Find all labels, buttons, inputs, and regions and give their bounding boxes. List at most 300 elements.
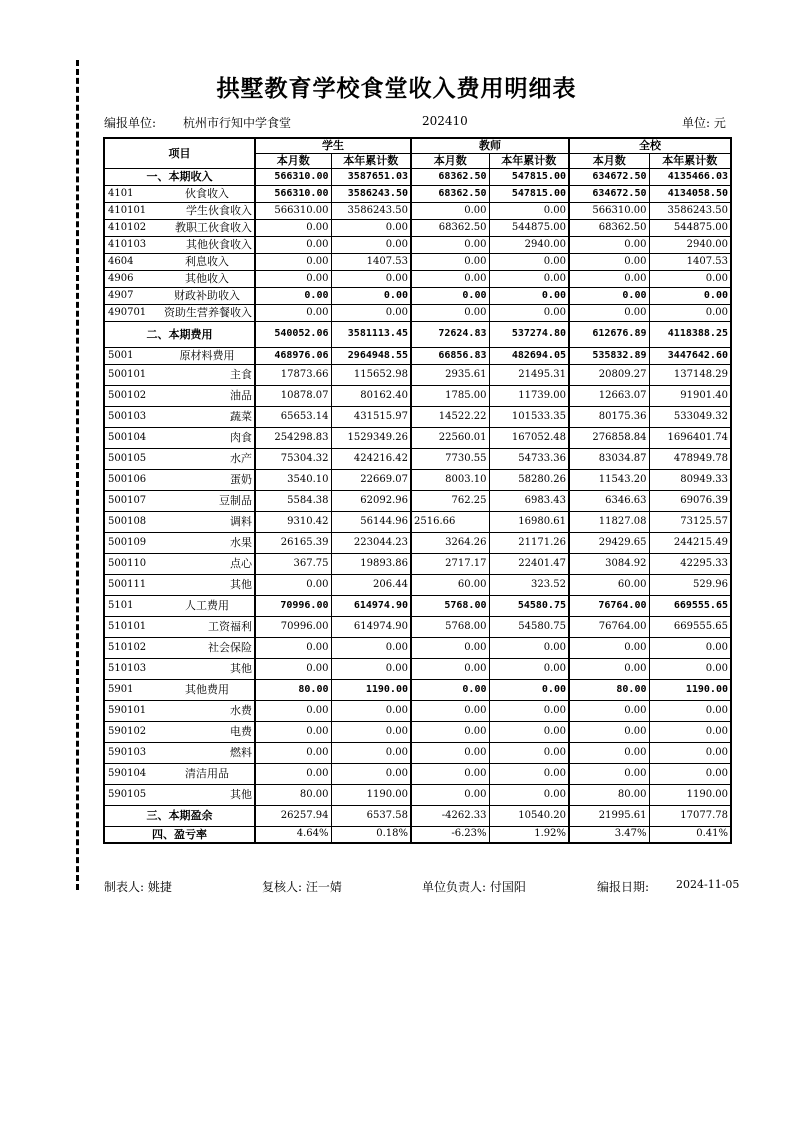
amount-cell: 0.00 <box>649 721 731 742</box>
amount-cell: 70996.00 <box>255 595 331 616</box>
account-name: 利息收入 <box>160 253 255 270</box>
account-name: 社会保险 <box>160 637 255 658</box>
amount-cell: 566310.00 <box>255 202 331 219</box>
amount-cell: 1785.00 <box>411 385 489 406</box>
amount-cell: 1529349.26 <box>331 427 411 448</box>
account-name: 油品 <box>160 385 255 406</box>
amount-cell: 431515.97 <box>331 406 411 427</box>
account-code: 5101 <box>104 595 160 616</box>
amount-cell: 60.00 <box>411 574 489 595</box>
amount-cell: 17873.66 <box>255 364 331 385</box>
col-month: 本月数 <box>255 153 331 168</box>
amount-cell: 0.00 <box>255 287 331 304</box>
amount-cell: 0.00 <box>649 763 731 784</box>
col-month: 本月数 <box>411 153 489 168</box>
amount-cell: 566310.00 <box>255 185 331 202</box>
amount-cell: 1190.00 <box>331 784 411 805</box>
account-name: 清洁用品 <box>160 763 255 784</box>
account-code: 500103 <box>104 406 160 427</box>
amount-cell: 1190.00 <box>649 784 731 805</box>
amount-cell: 6346.63 <box>569 490 649 511</box>
amount-cell: 66856.83 <box>411 347 489 364</box>
amount-cell: 80949.33 <box>649 469 731 490</box>
amount-cell: 21495.31 <box>489 364 569 385</box>
table-row <box>104 616 731 637</box>
amount-cell: 4.64% <box>255 826 331 843</box>
unit-name: 杭州市行知中学食堂 <box>183 116 292 130</box>
amount-cell: 4134058.50 <box>649 185 731 202</box>
amount-cell: 54580.75 <box>489 595 569 616</box>
table-row <box>104 511 731 532</box>
table-row <box>104 385 731 406</box>
amount-cell: 73125.57 <box>649 511 731 532</box>
amount-cell: 0.00 <box>489 658 569 679</box>
table-row <box>104 304 731 321</box>
amount-cell: 9310.42 <box>255 511 331 532</box>
amount-cell: 614974.90 <box>331 616 411 637</box>
account-code: 510102 <box>104 637 160 658</box>
table-row <box>104 826 731 843</box>
amount-cell: 0.00 <box>569 721 649 742</box>
amount-cell: 0.00 <box>489 784 569 805</box>
amount-cell: 0.00 <box>411 721 489 742</box>
amount-cell: 8003.10 <box>411 469 489 490</box>
amount-cell: 424216.42 <box>331 448 411 469</box>
account-code: 510103 <box>104 658 160 679</box>
amount-cell: -4262.33 <box>411 805 489 826</box>
table-row <box>104 202 731 219</box>
amount-cell: 0.00 <box>331 637 411 658</box>
amount-cell: 0.00 <box>255 253 331 270</box>
amount-cell: 0.00 <box>331 763 411 784</box>
account-name: 点心 <box>160 553 255 574</box>
account-name: 资助生营养餐收入 <box>160 304 255 321</box>
amount-cell: 2964948.55 <box>331 347 411 364</box>
table-row <box>104 321 731 347</box>
table-row <box>104 763 731 784</box>
account-code: 4906 <box>104 270 160 287</box>
amount-cell: 3540.10 <box>255 469 331 490</box>
amount-cell: 76764.00 <box>569 616 649 637</box>
account-name: 其他伙食收入 <box>160 236 255 253</box>
amount-cell: 468976.06 <box>255 347 331 364</box>
account-code: 500102 <box>104 385 160 406</box>
account-code: 500106 <box>104 469 160 490</box>
amount-cell: 3586243.50 <box>331 185 411 202</box>
amount-cell: 2516.66 <box>411 511 489 532</box>
table-row <box>104 637 731 658</box>
amount-cell: 11543.20 <box>569 469 649 490</box>
amount-cell: 4135466.03 <box>649 168 731 185</box>
amount-cell: 26257.94 <box>255 805 331 826</box>
amount-cell: 21995.61 <box>569 805 649 826</box>
section-label: 一、本期收入 <box>104 168 255 185</box>
amount-cell: 0.00 <box>255 721 331 742</box>
amount-cell: 367.75 <box>255 553 331 574</box>
account-code: 510101 <box>104 616 160 637</box>
account-code: 500108 <box>104 511 160 532</box>
table-row <box>104 364 731 385</box>
amount-cell: 206.44 <box>331 574 411 595</box>
amount-cell: 0.00 <box>255 219 331 236</box>
amount-cell: 0.00 <box>255 236 331 253</box>
amount-cell: 80.00 <box>255 784 331 805</box>
table-row <box>104 700 731 721</box>
account-name: 人工费用 <box>160 595 255 616</box>
amount-cell: 254298.83 <box>255 427 331 448</box>
account-name: 豆制品 <box>160 490 255 511</box>
amount-cell: 21171.26 <box>489 532 569 553</box>
amount-cell: 101533.35 <box>489 406 569 427</box>
table-row <box>104 490 731 511</box>
table-row <box>104 784 731 805</box>
preparer: 制表人: 姚捷 <box>104 880 172 894</box>
amount-cell: 0.00 <box>255 763 331 784</box>
account-name: 教职工伙食收入 <box>160 219 255 236</box>
account-code: 590102 <box>104 721 160 742</box>
account-name: 燃料 <box>160 742 255 763</box>
table-row <box>104 532 731 553</box>
amount-cell: 478949.78 <box>649 448 731 469</box>
amount-cell: 669555.65 <box>649 595 731 616</box>
amount-cell: 2717.17 <box>411 553 489 574</box>
amount-cell: 68362.50 <box>411 168 489 185</box>
account-code: 4101 <box>104 185 160 202</box>
amount-cell: 2940.00 <box>489 236 569 253</box>
account-name: 原材料费用 <box>160 347 255 364</box>
amount-cell: 0.00 <box>411 700 489 721</box>
amount-cell: 10878.07 <box>255 385 331 406</box>
amount-cell: 0.00 <box>649 700 731 721</box>
amount-cell: 0.00 <box>255 574 331 595</box>
amount-cell: 0.00 <box>569 270 649 287</box>
amount-cell: 0.00 <box>411 202 489 219</box>
amount-cell: 60.00 <box>569 574 649 595</box>
amount-cell: 3264.26 <box>411 532 489 553</box>
amount-cell: 3447642.60 <box>649 347 731 364</box>
amount-cell: 0.00 <box>331 287 411 304</box>
amount-cell: 68362.50 <box>569 219 649 236</box>
amount-cell: 0.00 <box>649 304 731 321</box>
table-row <box>104 347 731 364</box>
amount-cell: 0.00 <box>331 236 411 253</box>
table-row <box>104 469 731 490</box>
group-header-students: 学生 <box>255 138 411 153</box>
amount-cell: 5768.00 <box>411 616 489 637</box>
amount-cell: 276858.84 <box>569 427 649 448</box>
account-name: 工资福利 <box>160 616 255 637</box>
account-name: 其他 <box>160 784 255 805</box>
table-row <box>104 742 731 763</box>
amount-cell: 80.00 <box>569 679 649 700</box>
amount-cell: 0.00 <box>489 202 569 219</box>
amount-cell: 22401.47 <box>489 553 569 574</box>
amount-cell: 1190.00 <box>649 679 731 700</box>
page-title: 拱墅教育学校食堂收入费用明细表 <box>216 76 577 102</box>
amount-cell: 68362.50 <box>411 185 489 202</box>
amount-cell: 29429.65 <box>569 532 649 553</box>
account-code: 500105 <box>104 448 160 469</box>
account-code: 590104 <box>104 763 160 784</box>
amount-cell: 0.00 <box>331 270 411 287</box>
account-code: 500107 <box>104 490 160 511</box>
account-code: 590105 <box>104 784 160 805</box>
amount-cell: 5768.00 <box>411 595 489 616</box>
group-header-teachers: 教师 <box>411 138 569 153</box>
account-code: 410101 <box>104 202 160 219</box>
table-row <box>104 427 731 448</box>
section-label: 二、本期费用 <box>104 321 255 347</box>
amount-cell: 0.00 <box>411 763 489 784</box>
table-row <box>104 553 731 574</box>
account-code: 500104 <box>104 427 160 448</box>
amount-cell: 0.00 <box>569 700 649 721</box>
amount-cell: 0.00 <box>255 658 331 679</box>
amount-cell: 0.00 <box>331 658 411 679</box>
amount-cell: 0.00 <box>255 304 331 321</box>
amount-cell: 547815.00 <box>489 168 569 185</box>
report-date-label: 编报日期: <box>597 880 650 894</box>
amount-cell: 0.00 <box>331 742 411 763</box>
amount-cell: 0.18% <box>331 826 411 843</box>
amount-cell: 0.00 <box>331 721 411 742</box>
account-name: 调料 <box>160 511 255 532</box>
account-name: 其他 <box>160 658 255 679</box>
amount-cell: 0.00 <box>331 304 411 321</box>
amount-cell: 762.25 <box>411 490 489 511</box>
amount-cell: 12663.07 <box>569 385 649 406</box>
amount-cell: 69076.39 <box>649 490 731 511</box>
amount-cell: 14522.22 <box>411 406 489 427</box>
col-month: 本月数 <box>569 153 649 168</box>
account-code: 490701 <box>104 304 160 321</box>
amount-cell: 0.00 <box>411 253 489 270</box>
amount-cell: 634672.50 <box>569 185 649 202</box>
amount-cell: 0.00 <box>411 270 489 287</box>
account-code: 5001 <box>104 347 160 364</box>
amount-cell: 529.96 <box>649 574 731 595</box>
amount-cell: 0.00 <box>489 287 569 304</box>
amount-cell: 1696401.74 <box>649 427 731 448</box>
table-row <box>104 287 731 304</box>
group-header-school: 全校 <box>569 138 731 153</box>
amount-cell: 11827.08 <box>569 511 649 532</box>
amount-cell: 62092.96 <box>331 490 411 511</box>
item-header: 项目 <box>104 138 255 168</box>
amount-cell: 1407.53 <box>331 253 411 270</box>
amount-cell: 80162.40 <box>331 385 411 406</box>
amount-cell: 0.00 <box>569 304 649 321</box>
amount-cell: 0.00 <box>569 253 649 270</box>
amount-cell: 6537.58 <box>331 805 411 826</box>
account-name: 电费 <box>160 721 255 742</box>
amount-cell: 0.00 <box>489 679 569 700</box>
amount-cell: 3084.92 <box>569 553 649 574</box>
table-row <box>104 448 731 469</box>
account-code: 590101 <box>104 700 160 721</box>
amount-cell: 0.00 <box>255 700 331 721</box>
amount-cell: 42295.33 <box>649 553 731 574</box>
amount-cell: 76764.00 <box>569 595 649 616</box>
amount-cell: 80.00 <box>569 784 649 805</box>
account-code: 590103 <box>104 742 160 763</box>
amount-cell: 566310.00 <box>569 202 649 219</box>
amount-cell: 72624.83 <box>411 321 489 347</box>
amount-cell: 612676.89 <box>569 321 649 347</box>
amount-cell: 0.00 <box>411 304 489 321</box>
account-name: 水产 <box>160 448 255 469</box>
binding-margin-line <box>76 60 79 890</box>
amount-cell: 17077.78 <box>649 805 731 826</box>
table-row <box>104 721 731 742</box>
amount-cell: 7730.55 <box>411 448 489 469</box>
account-name: 其他费用 <box>160 679 255 700</box>
table-row <box>104 253 731 270</box>
amount-cell: 540052.06 <box>255 321 331 347</box>
table-row <box>104 185 731 202</box>
amount-cell: 68362.50 <box>411 219 489 236</box>
amount-cell: 5584.38 <box>255 490 331 511</box>
amount-cell: 0.00 <box>569 742 649 763</box>
amount-cell: 137148.29 <box>649 364 731 385</box>
amount-cell: 0.00 <box>411 658 489 679</box>
amount-cell: 58280.26 <box>489 469 569 490</box>
amount-cell: 244215.49 <box>649 532 731 553</box>
amount-cell: 19893.86 <box>331 553 411 574</box>
amount-cell: 0.00 <box>489 721 569 742</box>
account-name: 主食 <box>160 364 255 385</box>
amount-cell: 16980.61 <box>489 511 569 532</box>
amount-cell: 0.00 <box>411 236 489 253</box>
amount-cell: 0.00 <box>489 270 569 287</box>
account-name: 蛋奶 <box>160 469 255 490</box>
amount-cell: 0.00 <box>411 784 489 805</box>
table-row <box>104 595 731 616</box>
amount-cell: 56144.96 <box>331 511 411 532</box>
amount-cell: 0.41% <box>649 826 731 843</box>
amount-cell: 0.00 <box>569 236 649 253</box>
amount-cell: 2940.00 <box>649 236 731 253</box>
account-code: 500101 <box>104 364 160 385</box>
col-ytd: 本年累计数 <box>649 153 731 168</box>
amount-cell: 54580.75 <box>489 616 569 637</box>
account-name: 学生伙食收入 <box>160 202 255 219</box>
section-label: 三、本期盈余 <box>104 805 255 826</box>
amount-cell: 20809.27 <box>569 364 649 385</box>
amount-cell: 0.00 <box>649 742 731 763</box>
account-code: 500110 <box>104 553 160 574</box>
amount-cell: 0.00 <box>255 742 331 763</box>
amount-cell: 0.00 <box>255 270 331 287</box>
amount-cell: 544875.00 <box>489 219 569 236</box>
amount-cell: 6983.43 <box>489 490 569 511</box>
amount-cell: 1190.00 <box>331 679 411 700</box>
account-code: 410102 <box>104 219 160 236</box>
reviewer: 复核人: 汪一婧 <box>262 880 342 894</box>
amount-cell: 167052.48 <box>489 427 569 448</box>
table-row <box>104 406 731 427</box>
amount-cell: 3581113.45 <box>331 321 411 347</box>
amount-cell: 65653.14 <box>255 406 331 427</box>
table-row <box>104 679 731 700</box>
account-code: 4907 <box>104 287 160 304</box>
amount-cell: 482694.05 <box>489 347 569 364</box>
amount-cell: 0.00 <box>489 253 569 270</box>
amount-cell: 323.52 <box>489 574 569 595</box>
account-code: 5901 <box>104 679 160 700</box>
table-row <box>104 574 731 595</box>
account-code: 410103 <box>104 236 160 253</box>
amount-cell: 0.00 <box>649 637 731 658</box>
amount-cell: 0.00 <box>649 270 731 287</box>
amount-cell: 0.00 <box>649 287 731 304</box>
amount-cell: 0.00 <box>489 763 569 784</box>
amount-cell: 2935.61 <box>411 364 489 385</box>
account-code: 500111 <box>104 574 160 595</box>
table-row <box>104 236 731 253</box>
amount-cell: 0.00 <box>331 700 411 721</box>
amount-cell: 115652.98 <box>331 364 411 385</box>
section-label: 四、盈亏率 <box>104 826 255 843</box>
amount-cell: 10540.20 <box>489 805 569 826</box>
amount-cell: 223044.23 <box>331 532 411 553</box>
unit-label: 编报单位: <box>104 116 157 130</box>
amount-cell: 4118388.25 <box>649 321 731 347</box>
amount-cell: 75304.32 <box>255 448 331 469</box>
account-code: 4604 <box>104 253 160 270</box>
account-name: 肉食 <box>160 427 255 448</box>
currency-unit: 单位: 元 <box>682 116 726 130</box>
amount-cell: 1407.53 <box>649 253 731 270</box>
account-name: 水果 <box>160 532 255 553</box>
report-period: 202410 <box>422 114 468 128</box>
amount-cell: 0.00 <box>489 304 569 321</box>
amount-cell: 0.00 <box>569 763 649 784</box>
amount-cell: 3586243.50 <box>649 202 731 219</box>
amount-cell: 22560.01 <box>411 427 489 448</box>
amount-cell: 0.00 <box>569 637 649 658</box>
amount-cell: 0.00 <box>411 637 489 658</box>
report-date: 2024-11-05 <box>676 878 740 891</box>
amount-cell: 0.00 <box>411 287 489 304</box>
amount-cell: 0.00 <box>331 219 411 236</box>
amount-cell: 70996.00 <box>255 616 331 637</box>
table-row <box>104 168 731 185</box>
amount-cell: 535832.89 <box>569 347 649 364</box>
table-body <box>104 168 731 843</box>
account-code: 500109 <box>104 532 160 553</box>
col-ytd: 本年累计数 <box>331 153 411 168</box>
amount-cell: 0.00 <box>255 637 331 658</box>
amount-cell: 0.00 <box>649 658 731 679</box>
account-name: 伙食收入 <box>160 185 255 202</box>
amount-cell: 83034.87 <box>569 448 649 469</box>
amount-cell: 91901.40 <box>649 385 731 406</box>
amount-cell: -6.23% <box>411 826 489 843</box>
amount-cell: 0.00 <box>489 742 569 763</box>
amount-cell: 547815.00 <box>489 185 569 202</box>
amount-cell: 80.00 <box>255 679 331 700</box>
amount-cell: 544875.00 <box>649 219 731 236</box>
amount-cell: 0.00 <box>411 679 489 700</box>
amount-cell: 3587651.03 <box>331 168 411 185</box>
account-name: 蔬菜 <box>160 406 255 427</box>
col-ytd: 本年累计数 <box>489 153 569 168</box>
amount-cell: 3586243.50 <box>331 202 411 219</box>
amount-cell: 533049.32 <box>649 406 731 427</box>
amount-cell: 614974.90 <box>331 595 411 616</box>
amount-cell: 634672.50 <box>569 168 649 185</box>
